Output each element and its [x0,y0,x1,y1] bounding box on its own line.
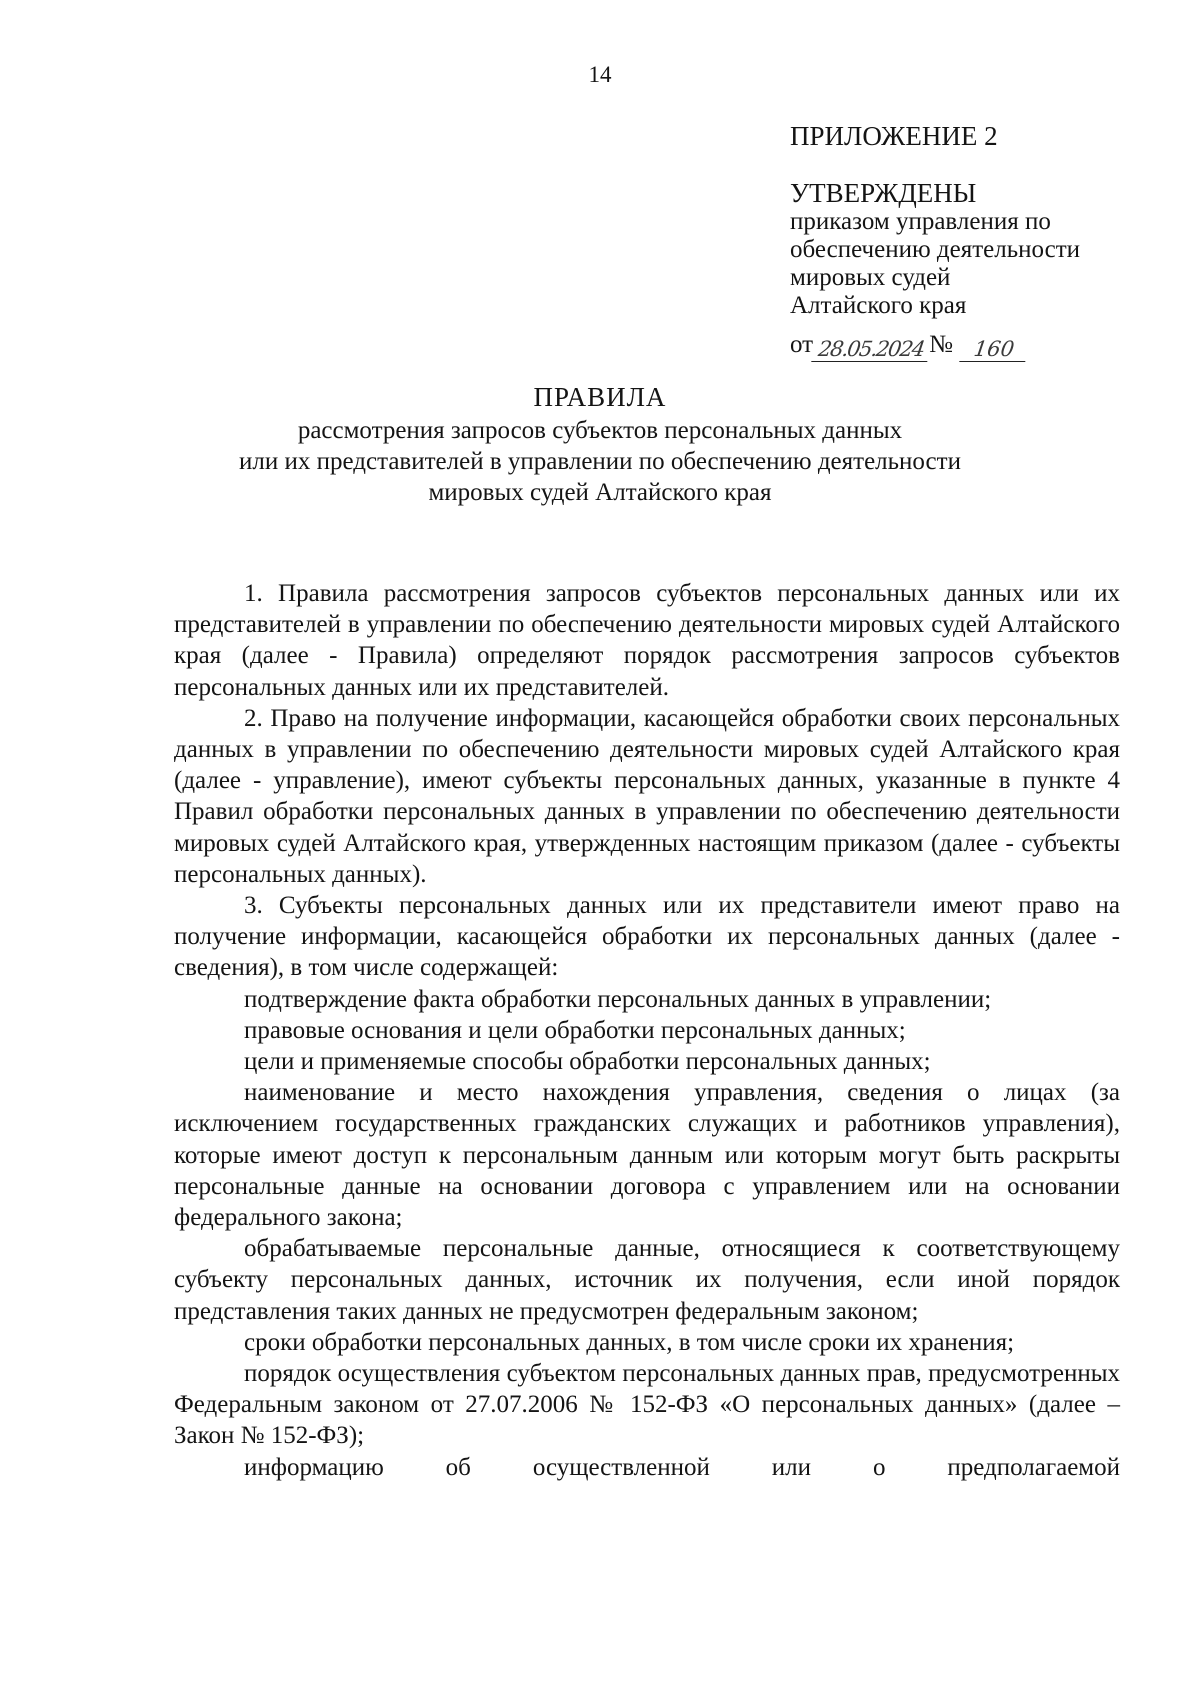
approved-label: УТВЕРЖДЕНЫ [790,178,977,208]
order-date-prefix: от [790,331,814,358]
body-paragraph: обрабатываемые персональные данные, относящиеся к соответствующему субъекту персональных данных, источник их получения, если иной порядок представления таких данных не предусмотрен федеральным законом; [174,1235,1120,1325]
document-body [174,578,1120,1483]
appendix-title: ПРИЛОЖЕНИЕ 2 [790,121,998,151]
body-paragraph: 3. Субъекты персональных данных или их представители имеют право на получение информации, касающейся обработки их персональных данных (далее - сведения), в том числе содержащей: [174,892,1120,982]
body-paragraph: наименование и место нахождения управления, сведения о лицах (за исключением государственных гражданских служащих и работников управления), которые имеют доступ к персональным данным или которым могут быть раскрыты персональные данные на основании договора с управлением или на основании федерального закона; [174,1079,1120,1232]
body-paragraph: правовые основания и цели обработки персональных данных; [244,1016,906,1044]
approval-line: Алтайского края [790,292,967,319]
body-paragraph: цели и применяемые способы обработки персональных данных; [244,1048,931,1076]
heading-line: или их представителей в управлении по обеспечению деятельности [239,448,961,475]
handwritten-order-number: 160 [959,337,1029,362]
approval-line: приказом управления по [790,208,1051,235]
body-paragraph: информацию об осуществленной или о предполагаемой [244,1453,1120,1481]
body-paragraph: подтверждение факта обработки персональных данных в управлении; [244,985,992,1013]
order-number-label: № [929,331,953,358]
approval-line: обеспечению деятельности [790,236,1081,263]
body-paragraph: порядок осуществления субъектом персональных данных прав, предусмотренных Федеральным законом от 27.07.2006 № 152-ФЗ «О персональных данных» (далее – Закон № 152-ФЗ); [174,1360,1120,1450]
handwritten-order-date: 28.05.2024 [811,337,931,362]
heading-line: мировых судей Алтайского края [428,479,772,506]
document-title: ПРАВИЛА [533,382,667,412]
approval-line: мировых судей [790,264,951,291]
page-number: 14 [588,62,612,87]
approval-block [790,120,1150,362]
body-paragraph: 2. Право на получение информации, касающейся обработки своих персональных данных в управлении по обеспечению деятельности мировых судей Алтайского края (далее - управление), имеют субъекты персональных данных, указанные в пункте 4 Правил обработки персональных данных в управлении по обеспечению деятельности мировых судей Алтайского края, утвержденных настоящим приказом (далее - субъекты персональных данных). [174,704,1120,888]
order-line [790,328,1150,362]
document-heading [0,382,1200,508]
body-paragraph: сроки обработки персональных данных, в том числе сроки их хранения; [244,1328,1015,1356]
heading-line: рассмотрения запросов субъектов персональных данных [297,417,903,444]
body-paragraph: 1. Правила рассмотрения запросов субъектов персональных данных или их представителей в управлении по обеспечению деятельности мировых судей Алтайского края (далее - Правила) определяют порядок рассмотрения запросов субъектов персональных данных или их представителей. [174,580,1120,701]
